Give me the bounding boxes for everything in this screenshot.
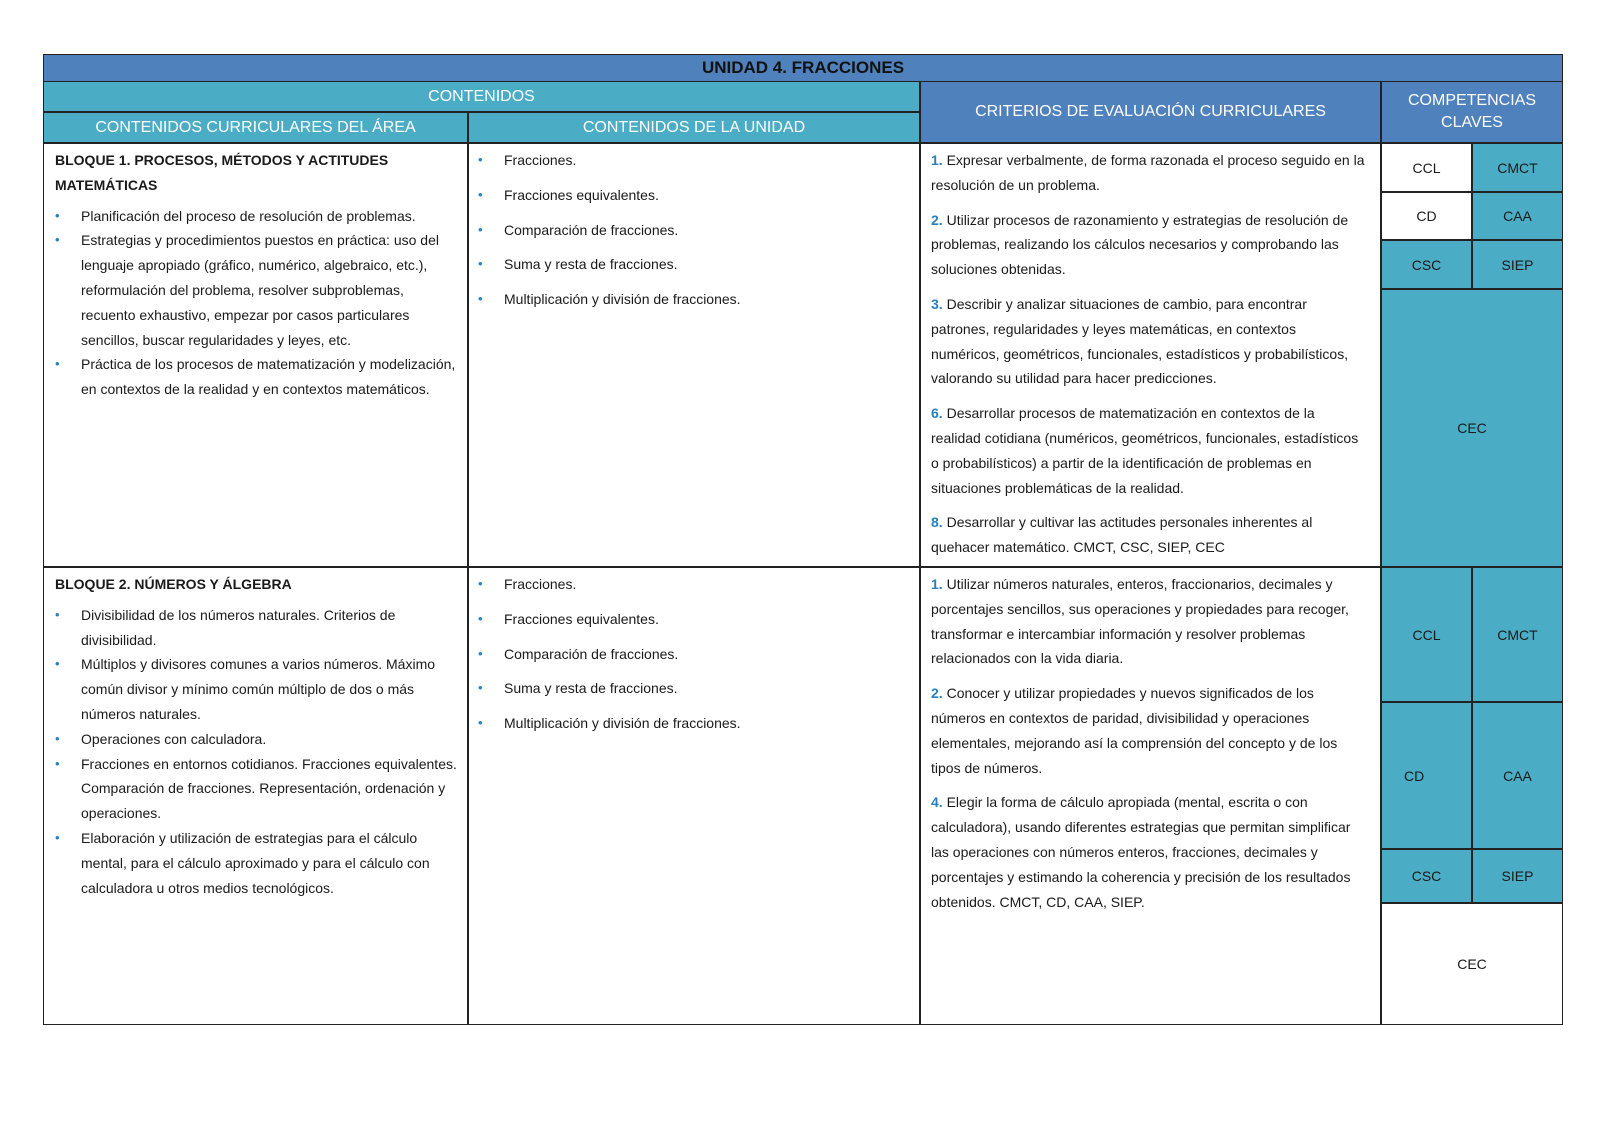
criterion-text: Describir y analizar situaciones de cambio, para encontrar patrones, regularidades y leyes matemáticas, en contextos numéricos, geométricos, funcionales, estadísticos y probabilísticos, valorando su utilidad para hacer predicciones. [931,295,1349,387]
list-item: • Suma y resta de fracciones. [478,676,909,701]
bloque2-title: BLOQUE 2. NÚMEROS Y ÁLGEBRA [55,576,292,592]
criterion-text: Utilizar procesos de razonamiento y estrategias de resolución de problemas, realizando los cálculos necesarios y comprobando las soluciones obtenidas. [931,211,1349,278]
header-contenidos-unidad: CONTENIDOS DE LA UNIDAD [468,112,920,143]
bloque1-curriculares [43,143,468,567]
header-criterios: CRITERIOS DE EVALUACIÓN CURRICULARES [920,81,1381,143]
bloque2-curriculares [43,567,468,1025]
list-item: • Comparación de fracciones. [478,642,909,667]
criterion-number: 2. [931,211,943,228]
criterion [931,790,1368,914]
list-item: • Multiplicación y división de fracciones. [478,287,909,312]
list-item: • Práctica de los procesos de matematización y modelización, en contextos de la realidad y en contextos matemáticos. [55,352,457,402]
competencia-caa: CAA [1472,192,1563,240]
list-item: • Fracciones equivalentes. [478,607,909,632]
unit-title: UNIDAD 4. FRACCIONES [43,54,1563,82]
list-item: • Fracciones. [478,572,909,597]
criterion-number: 8. [931,514,943,531]
criterion [931,401,1368,500]
criterion-number: 2. [931,685,943,702]
criterion-text: Conocer y utilizar propiedades y nuevos significados de los números en contextos de paridad, divisibilidad y operaciones elementales, mejorando así la comprensión del concepto y de los tipos de números. [931,685,1338,776]
bloque1-curriculares-list [55,204,457,402]
competencia-cmct: CMCT [1472,143,1563,192]
competencia-csc: CSC [1381,240,1472,289]
list-item: • Planificación del proceso de resolución de problemas. [55,204,457,229]
criterion-text: Expresar verbalmente, de forma razonada el proceso seguido en la resolución de un problema. [931,152,1365,193]
criterion-text: Desarrollar procesos de matematización en contextos de la realidad cotidiana (numéricos, geométricos, funcionales, estadísticos o probabilísticos) a partir de la identificación de problemas en situaciones problemáticas de la realidad. [931,405,1359,496]
bloque1-criterios [920,143,1381,567]
list-item: • Suma y resta de fracciones. [478,252,909,277]
criterion-number: 6. [931,405,943,422]
competencia-cd: CD [1381,192,1472,240]
list-item: • Estrategias y procedimientos puestos en práctica: uso del lenguaje apropiado (gráfico, numérico, algebraico, etc.), reformulación del problema, resolver subproblemas, recuento exhaustivo, empezar por casos particulares sencillos, buscar regularidades y leyes, etc. [55,228,457,352]
criterion [931,148,1368,198]
bloque1-unidad-list [478,148,909,312]
competencia-csc: CSC [1381,849,1472,903]
criterion-number: 4. [931,794,943,811]
competencia-siep: SIEP [1472,240,1563,289]
competencia-ccl: CCL [1381,143,1472,192]
criterion-number: 1. [931,152,943,168]
bloque1-title: BLOQUE 1. PROCESOS, MÉTODOS Y ACTITUDES MATEMÁTICAS [55,152,389,193]
list-item: • Operaciones con calculadora. [55,727,457,752]
list-item: • Fracciones equivalentes. [478,183,909,208]
criterion [931,292,1368,391]
bloque2-unidad-list [478,572,909,736]
competencia-caa: CAA [1472,702,1563,849]
list-item: • Elaboración y utilización de estrategias para el cálculo mental, para el cálculo aproximado y para el cálculo con calculadora u otros medios tecnológicos. [55,826,457,900]
competencia-cmct: CMCT [1472,567,1563,702]
criterion-text: Utilizar números naturales, enteros, fraccionarios, decimales y porcentajes sencillos, sus operaciones y propiedades para recoger, transformar e intercambiar información y resolver problemas relacionados con la vida diaria. [931,576,1349,667]
list-item: • Multiplicación y división de fracciones. [478,711,909,736]
list-item: • Comparación de fracciones. [478,218,909,243]
bloque2-criterios [920,567,1381,1025]
criterion [931,510,1368,560]
competencia-cd: CD [1381,702,1472,849]
competencia-cec: CEC [1381,289,1563,567]
criterion [931,208,1368,282]
criterion-text: Desarrollar y cultivar las actitudes personales inherentes al quehacer matemático. CMCT, CSC, SIEP, CEC [931,514,1313,556]
list-item: • Divisibilidad de los números naturales. Criterios de divisibilidad. [55,603,457,653]
list-item: • Fracciones. [478,148,909,173]
criterion [931,681,1368,780]
criterion-number: 3. [931,295,943,312]
header-competencias: COMPETENCIAS CLAVES [1381,81,1563,143]
competencia-siep: SIEP [1472,849,1563,903]
criterion [931,572,1368,671]
criterion-text: Elegir la forma de cálculo apropiada (mental, escrita o con calculadora), usando diferentes estrategias que permitan simplificar las operaciones con números enteros, fracciones, decimales y porcentajes y estimando la coherencia y precisión de los resultados obtenidos. CMCT, CD, CAA, SIEP. [931,794,1351,910]
header-contenidos: CONTENIDOS [43,81,920,112]
list-item: • Múltiplos y divisores comunes a varios números. Máximo común divisor y mínimo común múltiplo de dos o más números naturales. [55,652,457,726]
list-item: • Fracciones en entornos cotidianos. Fracciones equivalentes. Comparación de fracciones. Representación, ordenación y operaciones. [55,752,457,826]
bloque2-curriculares-list [55,603,457,901]
competencia-ccl: CCL [1381,567,1472,702]
header-contenidos-curriculares: CONTENIDOS CURRICULARES DEL ÁREA [43,112,468,143]
competencia-cec: CEC [1381,903,1563,1025]
bloque2-unidad [468,567,920,1025]
bloque1-unidad [468,143,920,567]
criterion-number: 1. [931,576,943,592]
